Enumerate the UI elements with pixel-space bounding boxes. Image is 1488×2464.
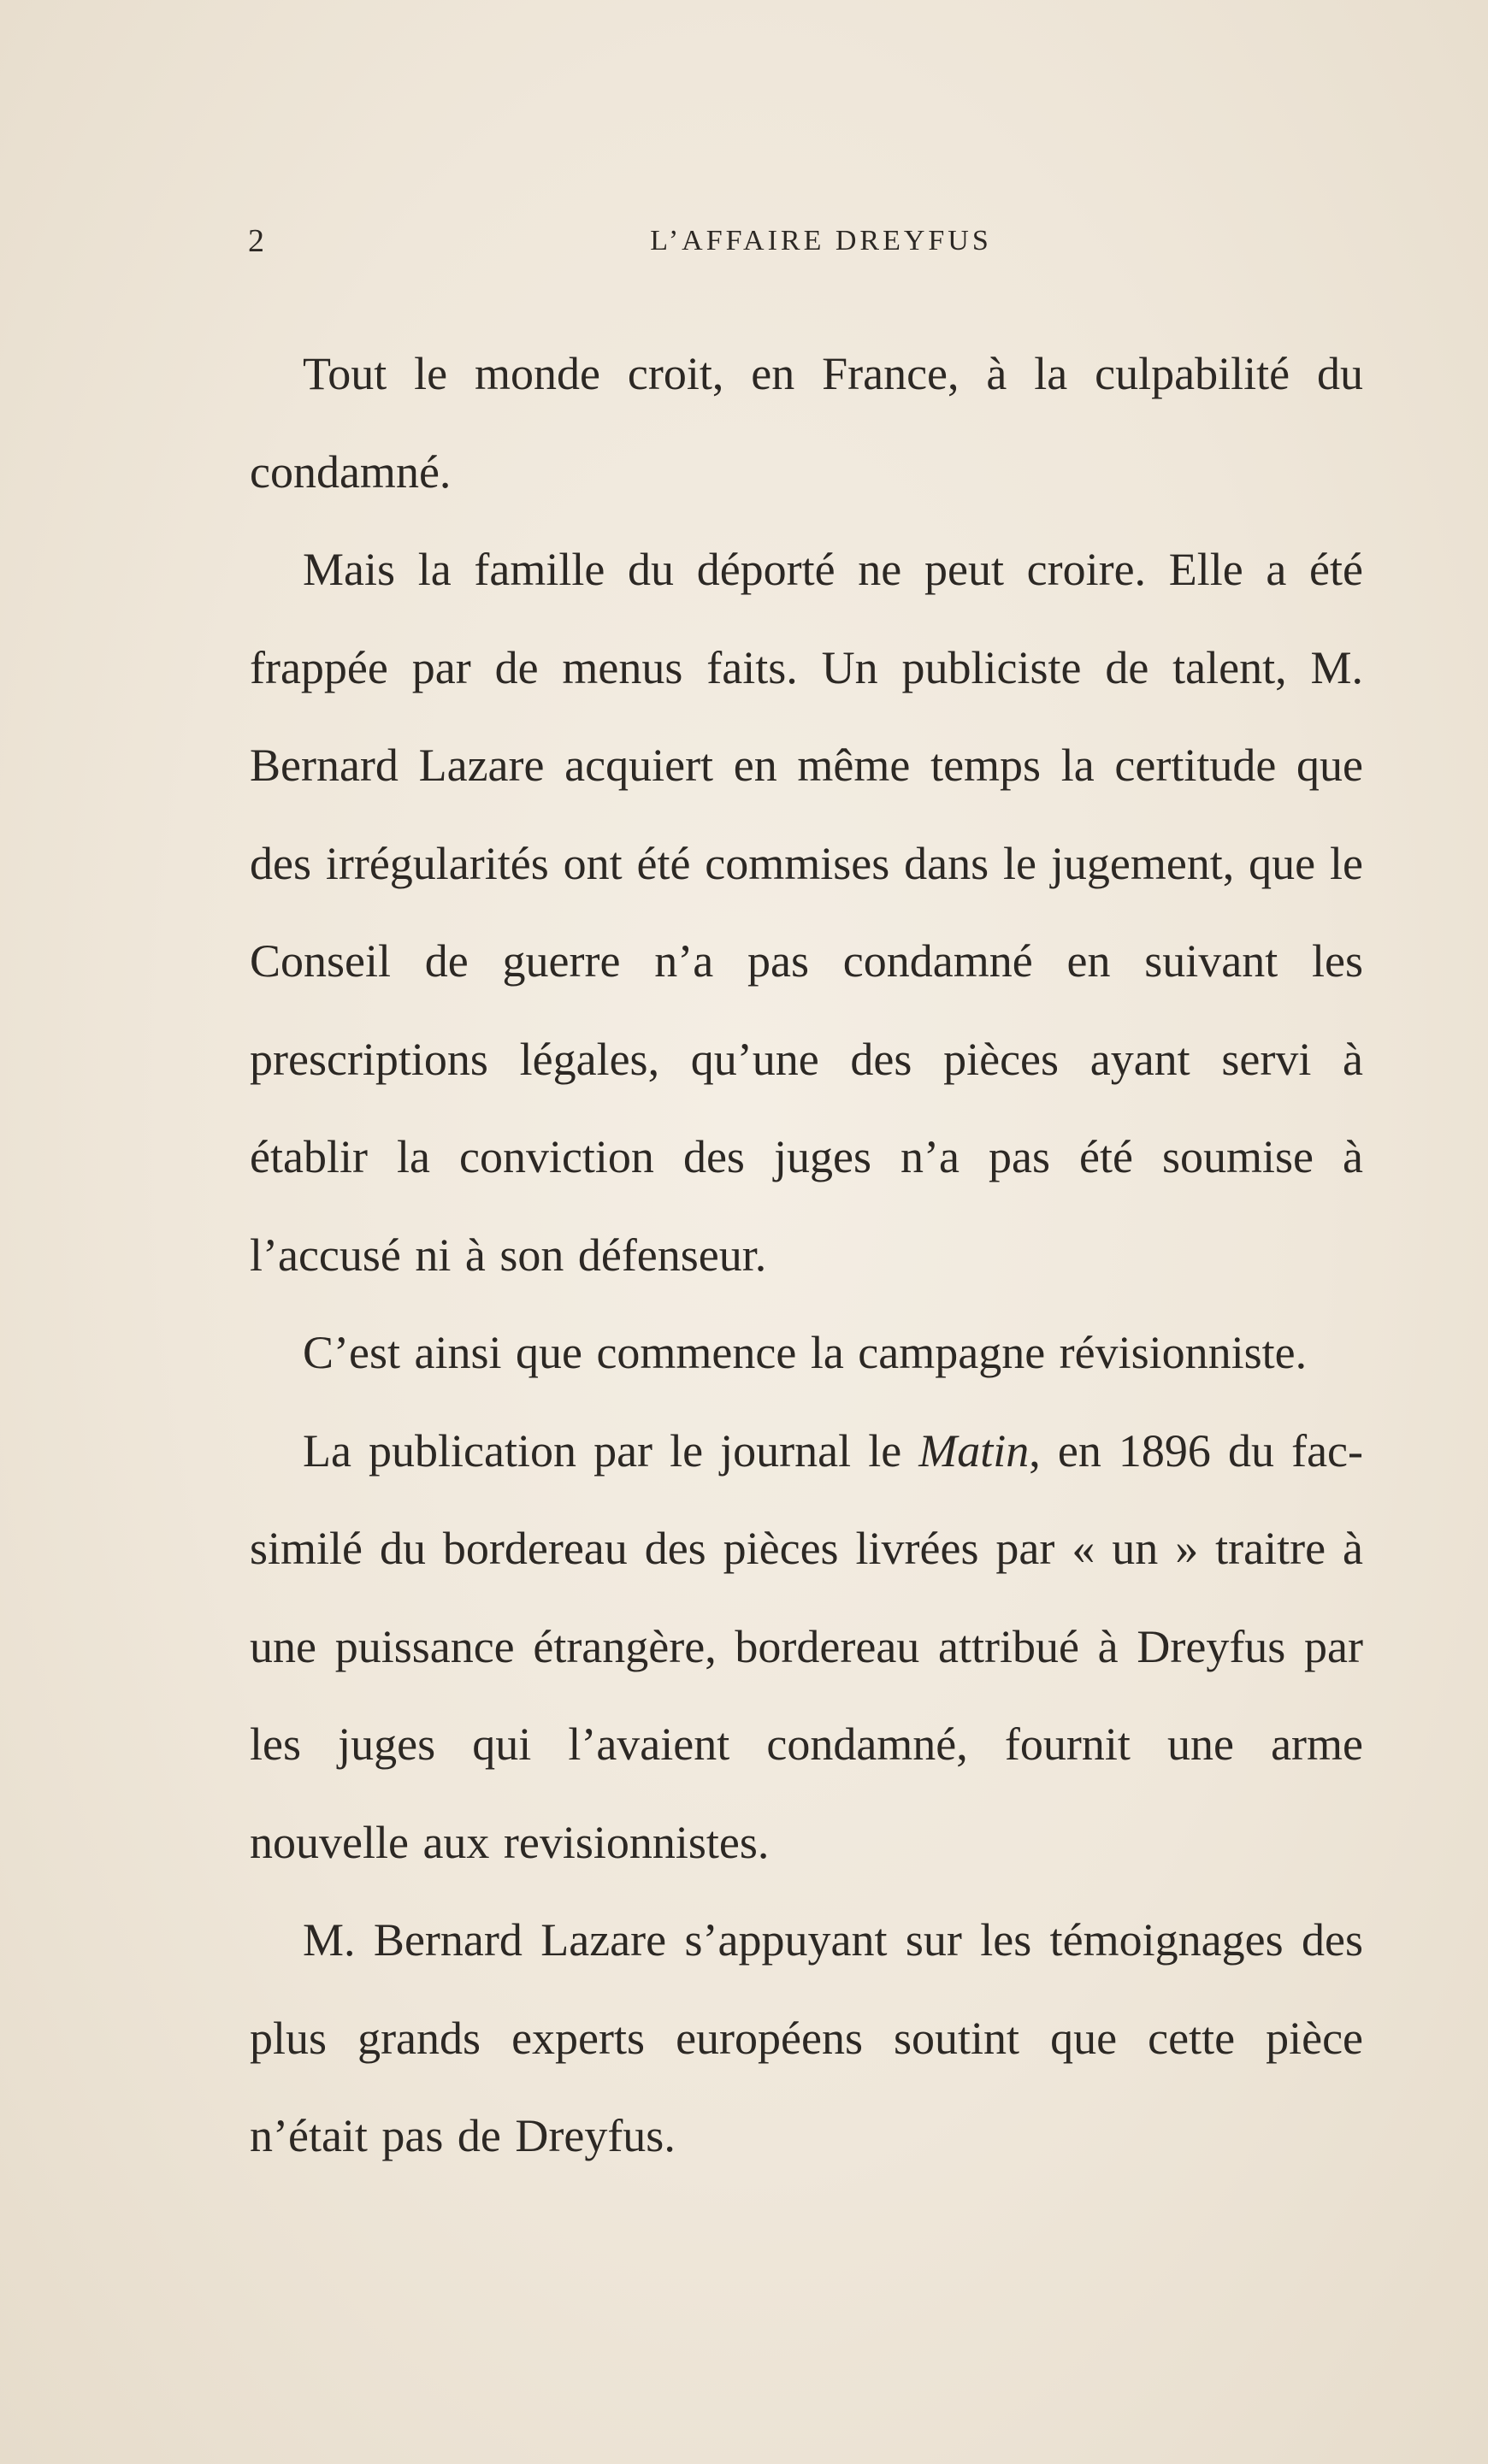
paragraph-4-before: La publication par le journal le [303,1424,919,1477]
running-title: L’AFFAIRE DREYFUS [650,225,992,256]
paragraph-4-after: , en 1896 du fac-similé du bordereau des pièces livrées par « un » traitre à une puissance étrangère, bordereau attribué à Dreyfus par les juges qui l’avaient condamné, fournit une arme nouvelle aux revisionnistes. [250,1424,1363,1868]
newspaper-title-matin: Matin [918,1424,1030,1477]
page-number: 2 [248,223,264,259]
paragraph-5: M. Bernard Lazare s’appuyant sur les témoignages des plus grands experts européens soutint que cette pièce n’était pas de Dreyfus. [250,1914,1363,2161]
paragraph-4 [250,1402,1363,1892]
running-head [248,224,1360,258]
paragraph-2: Mais la famille du déporté ne peut croire. Elle a été frappée par de menus faits. Un publiciste de talent, M. Bernard Lazare acquiert en même temps la certitude que des irrégularités ont été commises dans le jugement, que le Conseil de guerre n’a pas condamné en suivant les prescriptions légales, qu’une des pièces ayant servi à établir la conviction des juges n’a pas été soumise à l’accusé ni à son défenseur. [250,544,1363,1281]
paragraph-3: C’est ainsi que commence la campagne révisionniste. [303,1327,1308,1378]
body-text [250,325,1363,2185]
paragraph-1: Tout le monde croit, en France, à la culpabilité du condamné. [250,348,1363,498]
